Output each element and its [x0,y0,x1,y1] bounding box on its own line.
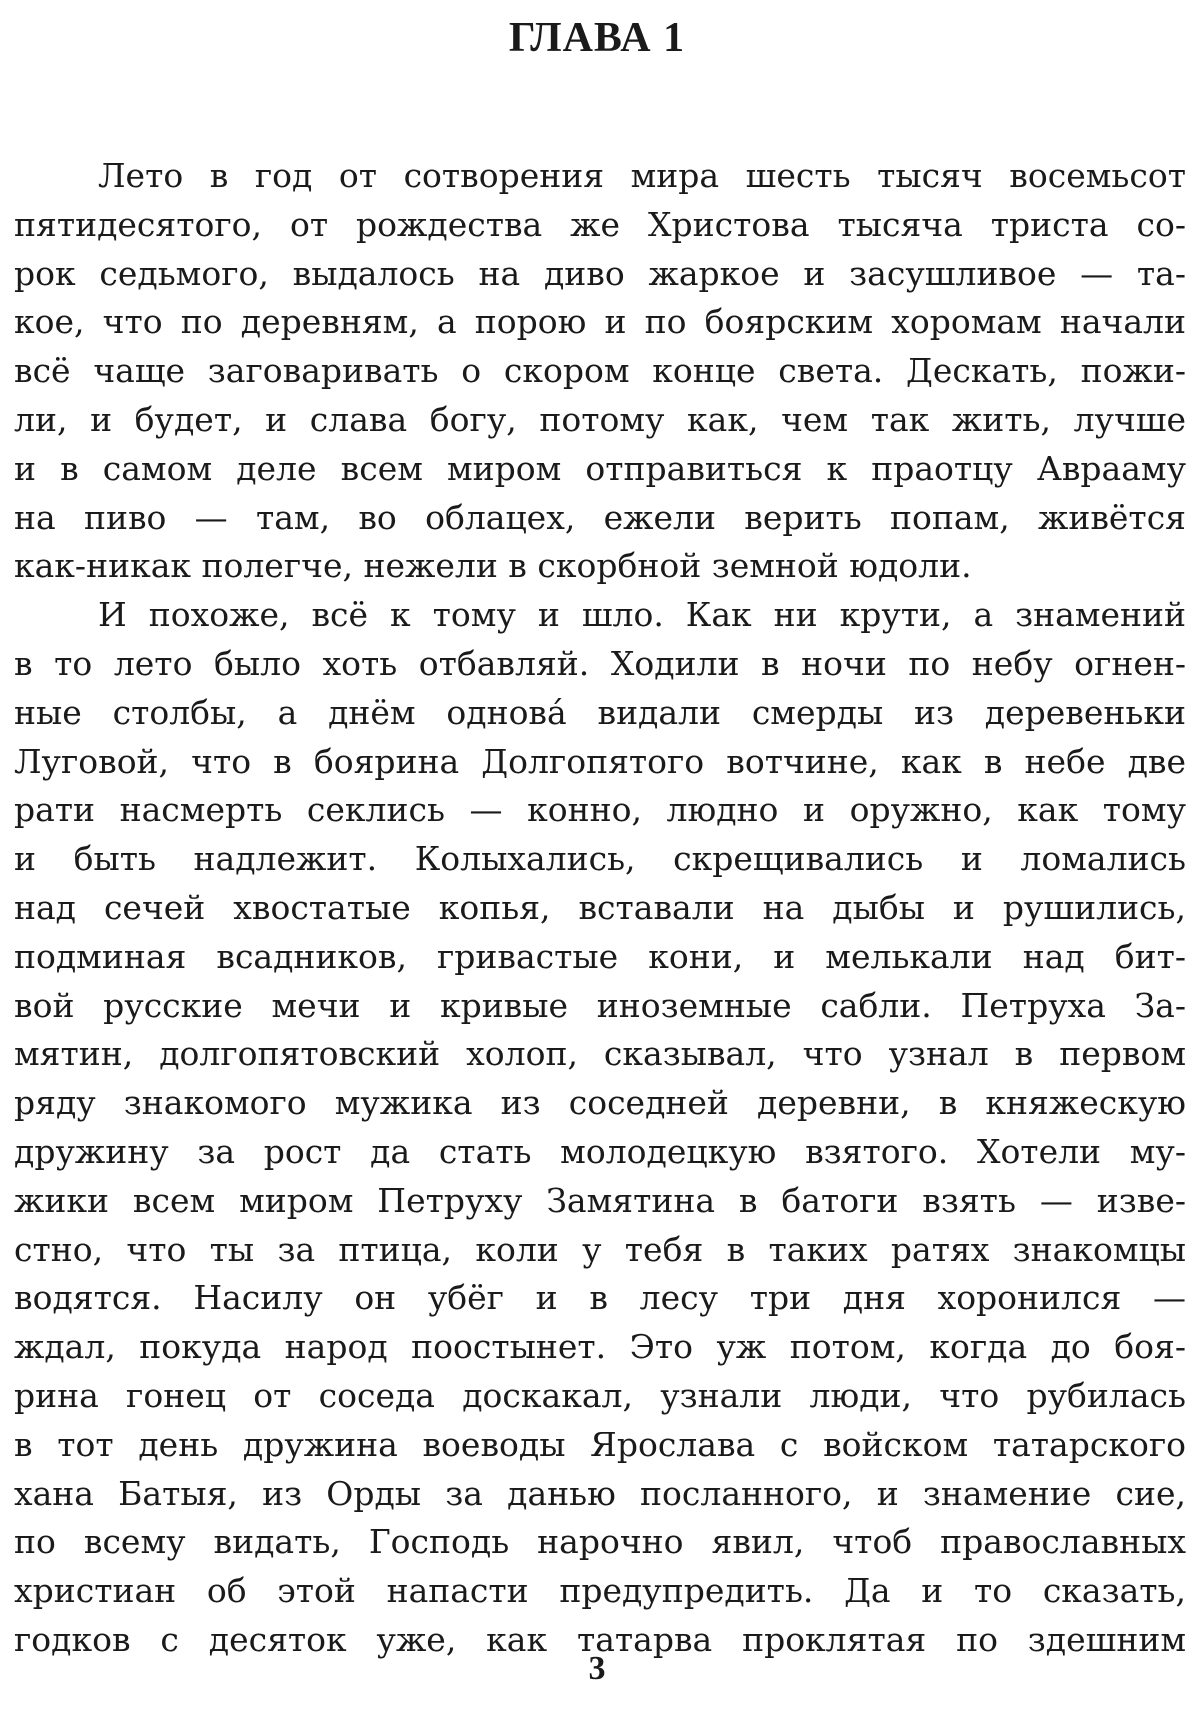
text-line: Луговой, что в боярина Долгопятого вотчине, как в небе две [14,741,1186,781]
text-line: Лето в год от сотворения мира шесть тысяч восемьсот [98,156,1186,195]
text-line: вой русские мечи и кривые иноземные сабли. Петруха За- [14,985,1186,1025]
text-line: рина гонец от соседа доскакал, узнали люди, что рубилась [14,1375,1186,1415]
body-text [14,152,1186,1665]
text-line: как-никак полегче, нежели в скорбной земной юдоли. [14,546,972,586]
text-line: и быть надлежит. Колыхались, скрещивались и ломались [14,839,1186,879]
text-line: ряду знакомого мужика из соседней деревни, в княжескую [14,1083,1186,1123]
text-line: кое, что по деревням, а порою и по боярским хоромам начали [14,302,1186,342]
text-line: пятидесятого, от рождества же Христова тысяча триста со- [14,204,1186,244]
page-number: 3 [588,1650,606,1687]
text-line: ждал, покуда народ поостынет. Это уж потом, когда до боя- [14,1327,1186,1367]
text-line: всё чаще заговаривать о скором конце света. Дескать, пожи- [14,351,1186,391]
chapter-title: ГЛАВА 1 [508,15,686,61]
text-line: христиан об этой напасти предупредить. Да и то сказать, [14,1571,1186,1611]
paragraph-1 [14,152,1186,591]
text-line: ные столбы, а днём однова́ видали смерды из деревеньки [14,692,1186,732]
text-line: ли, и будет, и слава богу, потому как, чем так жить, лучше [14,399,1186,439]
text-line: И похоже, всё к тому и шло. Как ни крути, а знамений [98,595,1186,635]
text-line: дружину за рост да стать молодецкую взятого. Хотели му- [14,1131,1186,1171]
text-line: подминая всадников, гривастые кони, и мелькали над бит- [14,936,1186,976]
text-line: в то лето было хоть отбавляй. Ходили в ночи по небу огнен- [14,643,1186,683]
text-line: стно, что ты за птица, коли у тебя в таких ратях знакомцы [14,1229,1186,1269]
text-line: годков с десяток уже, как татарва проклятая по здешним [14,1619,1186,1659]
text-line: мятин, долгопятовский холоп, сказывал, что узнал в первом [14,1034,1186,1074]
text-line: над сечей хвостатые копья, вставали на дыбы и рушились, [14,887,1186,927]
text-line: рок седьмого, выдалось на диво жаркое и засушливое — та- [14,253,1186,293]
text-line: по всему видать, Господь нарочно явил, чтоб православных [14,1522,1186,1562]
text-line: и в самом деле всем миром отправиться к праотцу Аврааму [14,448,1186,488]
text-line: хана Батыя, из Орды за данью посланного, и знамение сие, [14,1473,1186,1513]
text-line: жики всем миром Петруху Замятина в батоги взять — изве- [14,1180,1186,1220]
text-line: в тот день дружина воеводы Ярослава с войском татарского [14,1424,1186,1464]
text-line: на пиво — там, во облацех, ежели верить попам, живётся [14,497,1186,537]
paragraph-2 [14,591,1186,1665]
text-line: водятся. Насилу он убёг и в лесу три дня хоронился — [14,1278,1186,1318]
text-line: рати насмерть секлись — конно, людно и оружно, как тому [14,790,1186,830]
